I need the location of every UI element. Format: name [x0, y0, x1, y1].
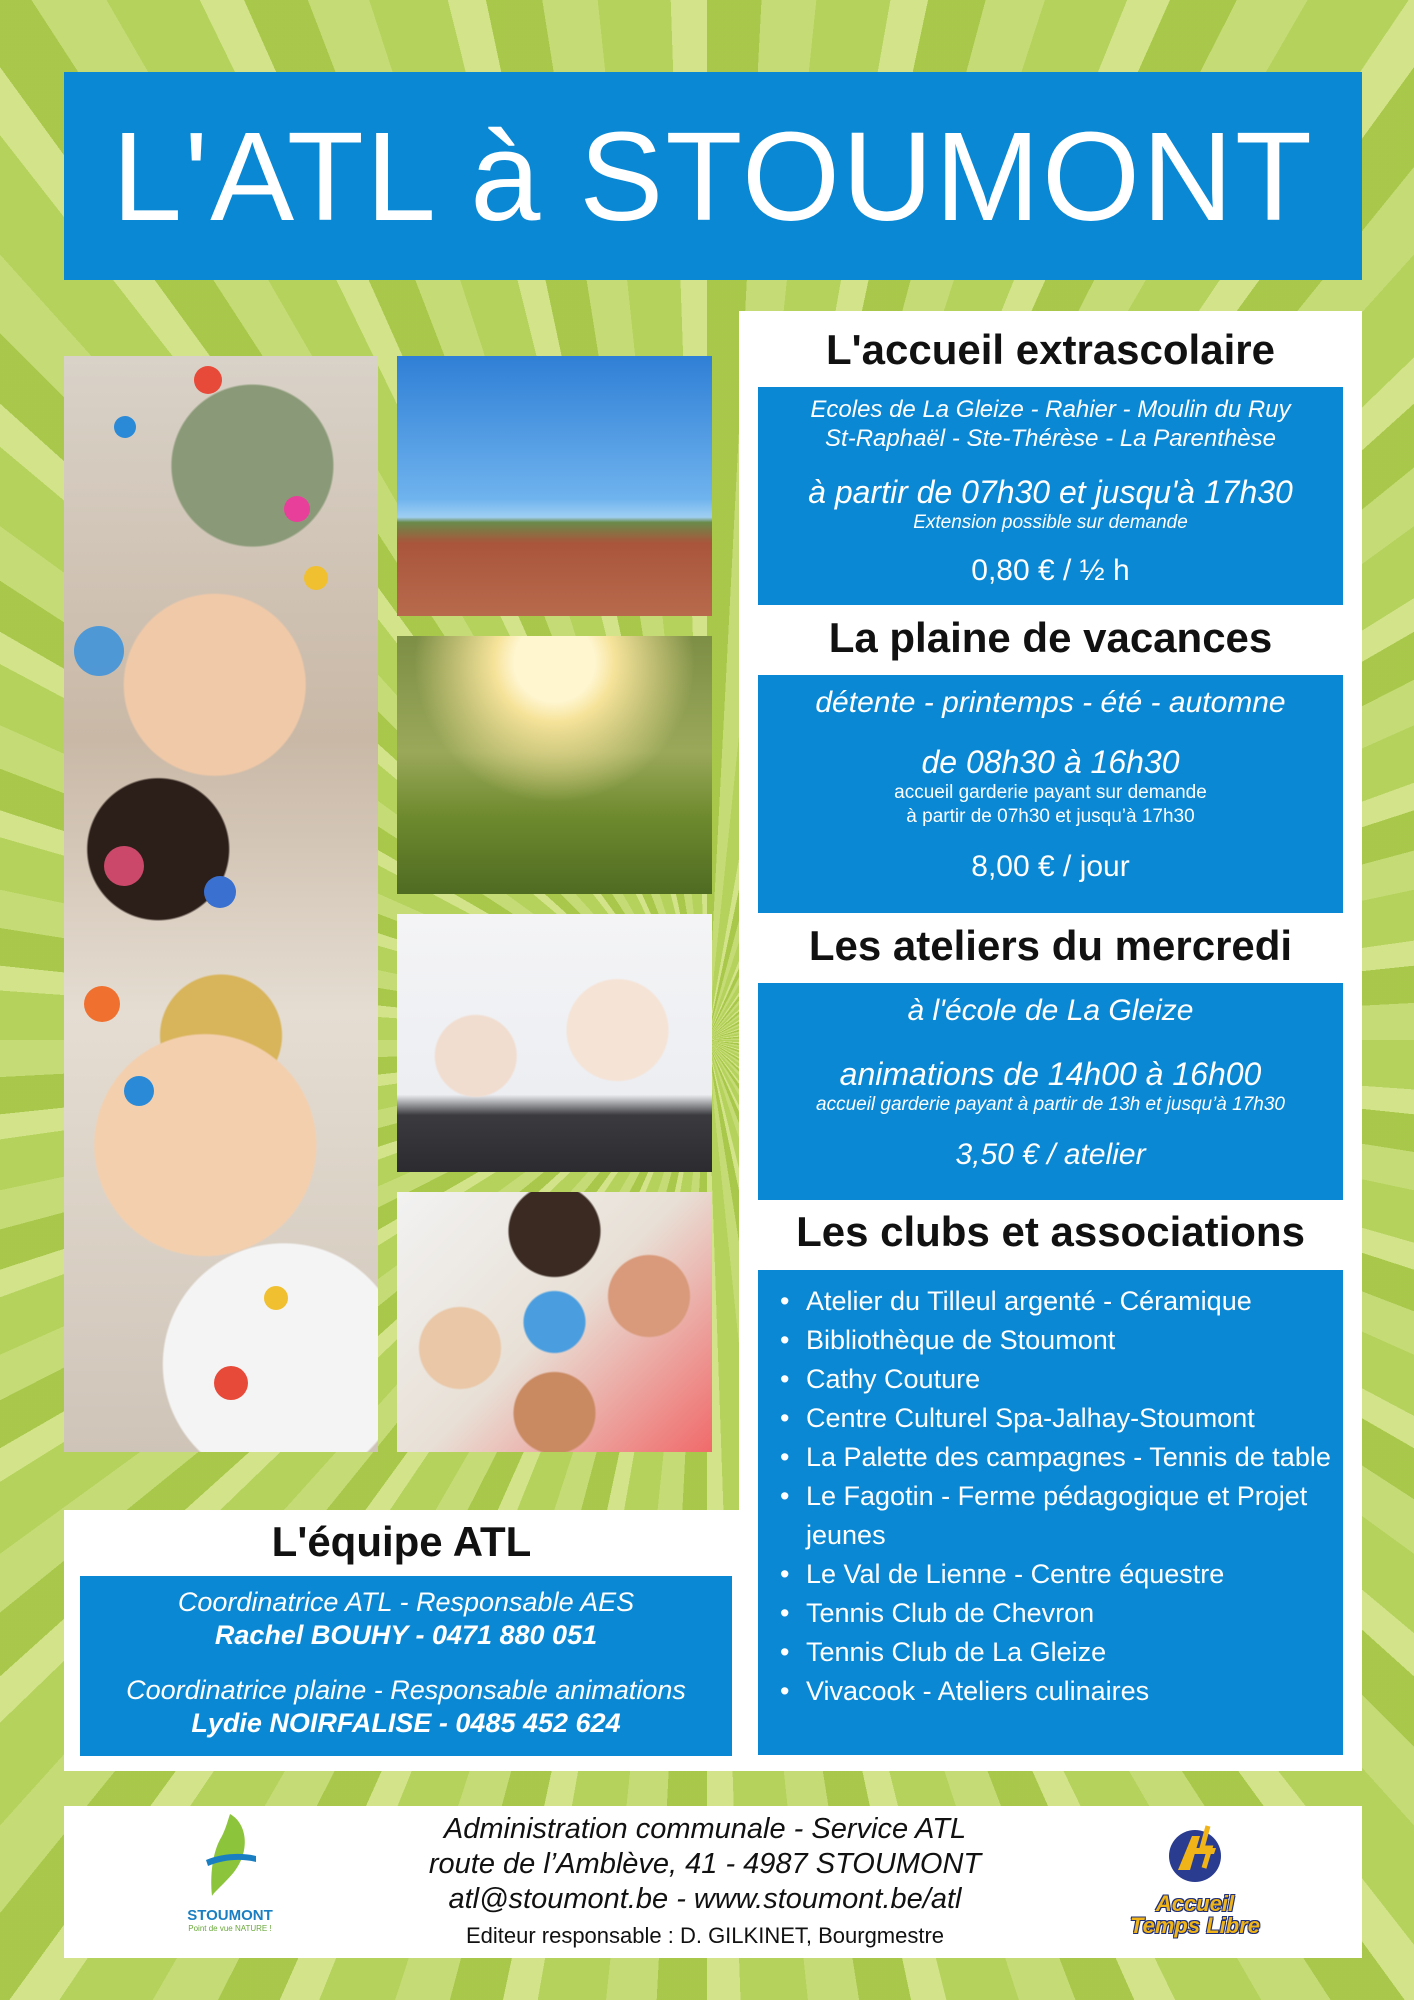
footer-address — [360, 1812, 1050, 1951]
photo-kids-painting — [397, 914, 712, 1172]
list-item: • Tennis Club de La Gleize — [776, 1633, 1335, 1672]
team-person-1: Rachel BOUHY - 0471 880 051 — [214, 1620, 598, 1650]
photo-piggyback-sunset — [397, 636, 712, 894]
photo-kids-jumping — [397, 356, 712, 616]
ateliers-note: accueil garderie payant à partir de 13h et jusqu’à 17h30 — [816, 1094, 1285, 1115]
clubs-list — [758, 1270, 1343, 1711]
confetti — [284, 496, 310, 522]
team-role-1: Coordinatrice ATL - Responsable AES — [177, 1587, 635, 1617]
stoumont-logo-name: STOUMONT — [187, 1907, 273, 1924]
confetti — [114, 416, 136, 438]
confetti — [304, 566, 328, 590]
schools-line-2: St-Raphaël - Ste-Thérèse - La Parenthèse — [825, 425, 1276, 452]
extrascolaire-price: 0,80 € / ½ h — [971, 554, 1130, 587]
ateliers-price: 3,50 € / atelier — [955, 1138, 1146, 1171]
confetti — [104, 846, 144, 886]
list-item: • Vivacook - Ateliers culinaires — [776, 1672, 1335, 1711]
list-item: • La Palette des campagnes - Tennis de table — [776, 1438, 1335, 1477]
team-person-2: Lydie NOIRFALISE - 0485 452 624 — [191, 1708, 621, 1738]
plaine-note-1: accueil garderie payant sur demande — [894, 782, 1207, 803]
stoumont-logo-tagline: Point de vue NATURE ! — [188, 1924, 272, 1933]
footer-line-3: atl@stoumont.be - www.stoumont.be/atl — [448, 1883, 962, 1915]
footer-line-1: Administration communale - Service ATL — [443, 1813, 967, 1845]
stoumont-logo — [160, 1812, 300, 1952]
confetti — [124, 1076, 154, 1106]
list-item: • Le Val de Lienne - Centre équestre — [776, 1555, 1335, 1594]
plaine-box — [758, 675, 1343, 913]
list-item: • Bibliothèque de Stoumont — [776, 1321, 1335, 1360]
footer-line-2: route de l’Amblève, 41 - 4987 STOUMONT — [428, 1848, 982, 1880]
confetti — [194, 366, 222, 394]
extrascolaire-hours: à partir de 07h30 et jusqu'à 17h30 — [808, 474, 1293, 510]
ateliers-hours: animations de 14h00 à 16h00 — [839, 1056, 1262, 1092]
atl-logo-icon — [1160, 1818, 1230, 1888]
team-title: L'équipe ATL — [271, 1518, 532, 1565]
section-title-clubs: Les clubs et associations — [796, 1208, 1305, 1255]
confetti — [214, 1366, 248, 1400]
accueil-temps-libre-logo — [1115, 1818, 1275, 1948]
schools-line-1: Ecoles de La Gleize - Rahier - Moulin du Ruy — [810, 396, 1291, 423]
extrascolaire-box — [758, 387, 1343, 605]
confetti — [84, 986, 120, 1022]
title-banner — [64, 72, 1362, 280]
plaine-hours: de 08h30 à 16h30 — [921, 744, 1180, 780]
confetti — [204, 876, 236, 908]
atl-logo-line-2: Temps Libre — [1130, 1913, 1260, 1938]
stoumont-leaf-icon — [200, 1812, 260, 1898]
footer-editor: Editeur responsable : D. GILKINET, Bourgmestre — [465, 1923, 945, 1948]
list-item: • Tennis Club de Chevron — [776, 1594, 1335, 1633]
section-title-extrascolaire: L'accueil extrascolaire — [826, 326, 1275, 373]
team-box — [80, 1576, 732, 1756]
atl-logo-line-1: Accueil — [1155, 1891, 1235, 1916]
list-item: • Le Fagotin - Ferme pédagogique et Projet jeunes — [776, 1477, 1335, 1555]
ateliers-box — [758, 983, 1343, 1200]
section-title-plaine: La plaine de vacances — [828, 614, 1273, 661]
page-title: L'ATL à STOUMONT — [112, 105, 1314, 247]
photo-kids-circle — [397, 1192, 712, 1452]
team-role-2: Coordinatrice plaine - Responsable animations — [126, 1675, 686, 1705]
clubs-box — [758, 1270, 1343, 1755]
ateliers-place: à l'école de La Gleize — [907, 994, 1194, 1027]
plaine-price: 8,00 € / jour — [971, 850, 1130, 883]
plaine-seasons: détente - printemps - été - automne — [815, 686, 1286, 719]
section-title-ateliers: Les ateliers du mercredi — [808, 922, 1293, 969]
photo-children-confetti — [64, 356, 378, 1452]
list-item: • Atelier du Tilleul argenté - Céramique — [776, 1282, 1335, 1321]
plaine-note-2: à partir de 07h30 et jusqu’à 17h30 — [906, 806, 1195, 827]
extrascolaire-note: Extension possible sur demande — [913, 512, 1188, 533]
confetti — [264, 1286, 288, 1310]
confetti — [74, 626, 124, 676]
list-item: • Cathy Couture — [776, 1360, 1335, 1399]
list-item: • Centre Culturel Spa-Jalhay-Stoumont — [776, 1399, 1335, 1438]
